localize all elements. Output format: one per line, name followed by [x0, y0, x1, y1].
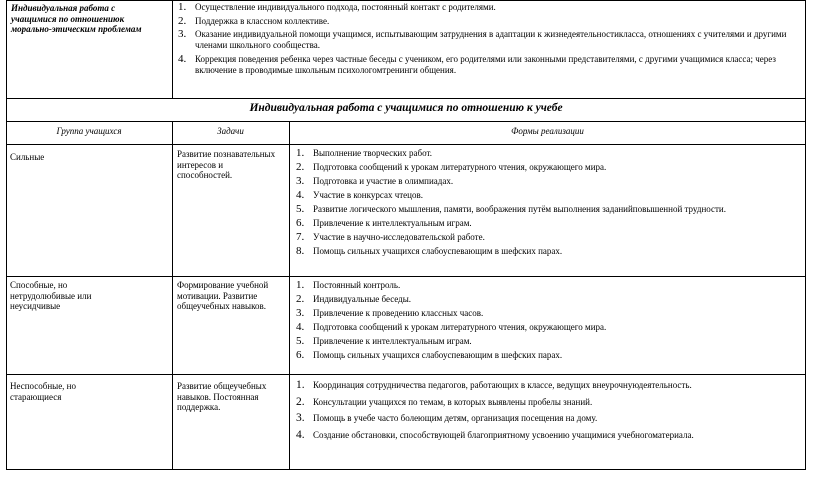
header-forms: Формы реализации — [511, 126, 584, 136]
table-border-left — [6, 0, 7, 470]
moral-section-list — [178, 2, 798, 75]
list-item: 2. Консультации учащихся по темам, в которых выявлены пробелы знаний. — [296, 395, 593, 408]
row-divider — [6, 276, 806, 277]
group-struggling: Неспособные, но старающиеся — [10, 381, 77, 402]
group-strong: Сильные — [10, 152, 45, 162]
list-item: 1. Осуществление индивидуального подхода, постоянный контакт с родителями. — [178, 1, 496, 13]
list-item: 3. Оказание индивидуальной помощи учащимся, испытывающим затруднения в адаптации к жизнедеятельностикласса, отношениях с учителями и другими членами школьного сообщества. — [178, 28, 787, 51]
header-group: Группа учащихся — [56, 126, 122, 136]
tasks-strong: Развитие познавательных интересов и способностей. — [177, 149, 276, 181]
tasks-capable: Формирование учебной мотивации. Развитие общеучебных навыков. — [177, 280, 269, 312]
list-item: 3. Подготовка и участие в олимпиадах. — [296, 175, 454, 187]
column-divider — [172, 0, 173, 98]
list-item: 5. Развитие логического мышления, памяти, воображения путём выполнения заданийповышенной трудности. — [296, 203, 726, 215]
row-divider — [6, 374, 806, 375]
list-item: 3. Привлечение к проведению классных часов. — [296, 307, 484, 319]
forms-capable-list — [296, 280, 766, 361]
table-border-bottom — [6, 469, 806, 470]
header-tasks: Задачи — [217, 126, 244, 136]
list-item: 1. Выполнение творческих работ. — [296, 147, 432, 159]
list-item: 4. Подготовка сообщений к урокам литературного чтения, окружающего мира. — [296, 321, 607, 333]
moral-section-title: Индивидуальная работа с учащимися по отношениюк морально-этическим проблемам — [11, 3, 142, 35]
row-divider — [6, 144, 806, 145]
column-divider — [172, 121, 173, 470]
study-section-title: Индивидуальная работа с учащимися по отношению к учебе — [249, 102, 563, 114]
row-divider — [6, 98, 806, 99]
list-item: 7. Участие в научно-исследовательской работе. — [296, 231, 485, 243]
document-table — [6, 0, 806, 470]
list-item: 4. Участие в конкурсах чтецов. — [296, 189, 423, 201]
list-item: 4. Создание обстановки, способствующей благоприятному усвоению учащимися учебногоматериала. — [296, 428, 694, 441]
table-border-top — [6, 0, 806, 1]
list-item: 4. Коррекция поведения ребенка через частные беседы с учеником, его родителями или законными представителями, с другими учащимися класса; через включение в проводимые школьным психологомтренинги общения. — [178, 52, 776, 75]
list-item: 6. Помощь сильных учащихся слабоуспевающим в шефских парах. — [296, 349, 563, 361]
list-item: 2. Индивидуальные беседы. — [296, 293, 412, 305]
list-item: 2. Поддержка в классном коллективе. — [178, 14, 330, 27]
row-divider — [6, 121, 806, 122]
column-divider — [289, 121, 290, 470]
list-item: 1. Постоянный контроль. — [296, 279, 401, 291]
list-item: 1. Координация сотрудничества педагогов, работающих в классе, ведущих внеурочнуюдеятельность. — [296, 379, 692, 391]
table-border-right — [805, 0, 806, 470]
list-item: 6. Привлечение к интеллектуальным играм. — [296, 217, 472, 229]
list-item: 2. Подготовка сообщений к урокам литературного чтения, окружающего мира. — [296, 161, 607, 173]
list-item: 5. Привлечение к интеллектуальным играм. — [296, 335, 472, 347]
forms-strong-list — [296, 148, 758, 257]
forms-struggling-list — [296, 380, 796, 440]
tasks-struggling: Развитие общеучебных навыков. Постоянная поддержка. — [177, 381, 267, 413]
list-item: 3. Помощь в учебе часто болеющим детям, организация посещения на дому. — [296, 412, 598, 424]
list-item: 8. Помощь сильных учащихся слабоуспевающим в шефских парах. — [296, 245, 563, 257]
group-capable: Способные, но нетрудолюбивые или неусидчивые — [10, 280, 92, 312]
